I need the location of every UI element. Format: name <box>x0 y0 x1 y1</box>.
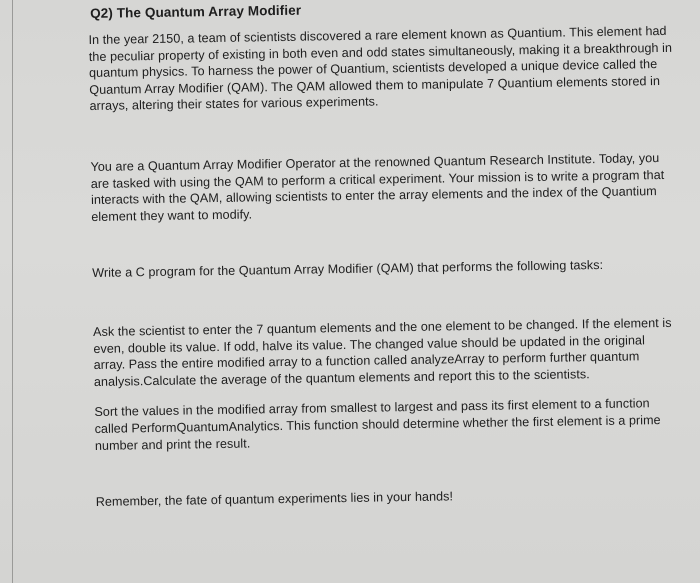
task-intro-paragraph: Write a C program for the Quantum Array Modifier (QAM) that performs the following tasks: <box>92 258 604 281</box>
page-edge-line <box>12 0 13 583</box>
mission-paragraph: You are a Quantum Array Modifier Operator at the renowned Quantum Research Institute. Today, you are tasked with using the QAM to perform a critical experiment. Your mission is to write a program that interacts with the QAM, allowing scientists to enter the array elements and the index of the Quantium element they want to modify. <box>90 151 665 224</box>
task-two-paragraph: Sort the values in the modified array from smallest to largest and pass its first element to a function called PerformQuantumAnalytics. This function should determine whether the first element is a prime number and print the result. <box>94 396 661 453</box>
story-paragraph: In the year 2150, a team of scientists discovered a rare element known as Quantium. This element had the peculiar property of existing in both even and odd states simultaneously, making it a breakthrough in quantum physics. To harness the power of Quantium, scientists developed a unique device called the Quantum Array Modifier (QAM). The QAM allowed them to manipulate 7 Quantium elements stored in arrays, altering their states for various experiments. <box>88 23 673 114</box>
question-title: Q2) The Quantum Array Modifier <box>89 2 302 21</box>
closing-paragraph: Remember, the fate of quantum experiments lies in your hands! <box>95 489 454 510</box>
task-one-paragraph: Ask the scientist to enter the 7 quantum elements and the one element to be changed. If the element is even, double its value. If odd, halve its value. The changed value should be updated in the original array. Pass the entire modified array to a function called analyzeArray to perform further quantum analysis.Calculate the average of the quantum elements and report this to the scientists. <box>93 315 672 389</box>
question-content <box>88 0 681 511</box>
